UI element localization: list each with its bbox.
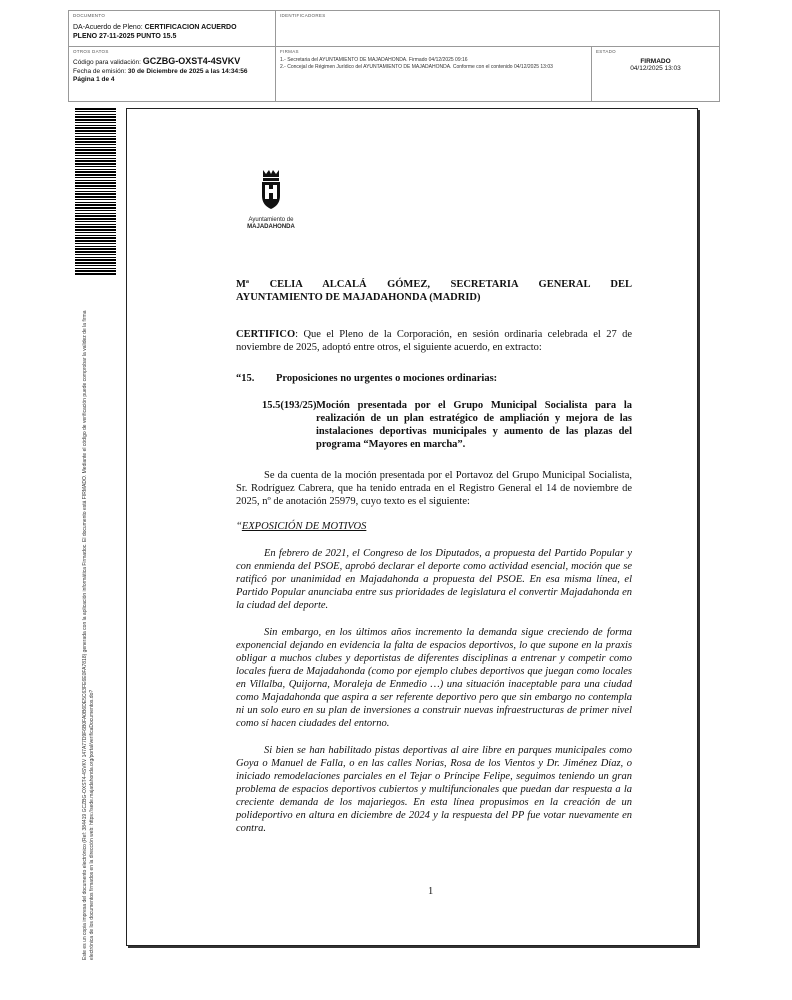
body-paragraph: En febrero de 2021, el Congreso de los Diputados, a propuesta del Partido Popular y con enmienda del PSOE, aprobó declarar el deporte como actividad esencial, moción que se ratificó por unanimidad en Majadahonda a propuesta del PSOE. En esa misma línea, el Partido Popular anunciaba entre sus prioridades de legislatura el convertir Majadahonda en la ciudad del deporte.	[236, 548, 632, 611]
section-number: “15.	[236, 373, 255, 384]
document-header-table	[68, 10, 720, 102]
verification-side-text: Este es un copia impresa del documento electrónico (Ref: 384419 GCZBG-OXST4-4SVKV 147A77D9F6B0FA0B6DE5C63FE6E0FA7818) generada con la aplicación informática Firmadoc. El documento está FIRMADO. Mediante el código de verificación puede comprobar la validez de la firma electrónica de los documentos firmados en la dirección web: https://sede.majadahonda.org/portal/verificaDocumentos.do?	[82, 310, 95, 960]
logo-text: Ayuntamiento de MAJADAHONDA	[247, 217, 295, 230]
documento-cell	[69, 11, 276, 47]
page-number: 1	[428, 886, 434, 897]
estado-label: ESTADO	[596, 49, 616, 54]
firma-item: 1.- Secretaria del AYUNTAMIENTO DE MAJADAHONDA. Firmado 04/12/2025 09:16	[280, 57, 468, 63]
estado-value: FIRMADO	[640, 58, 671, 65]
identificadores-label: IDENTIFICADORES	[280, 13, 326, 18]
exposicion-heading: “EXPOSICIÓN DE MOTIVOS	[236, 521, 367, 532]
firma-item: 2.- Concejal de Régimen Jurídico del AYUNTAMIENTO DE MAJADAHONDA. Conforme con el contenido 04/12/2025 13:03	[280, 63, 553, 70]
crest-icon	[256, 168, 286, 210]
estado-cell	[592, 47, 719, 101]
body-paragraph: Si bien se han habilitado pistas deportivas al aire libre en parques municipales como Goya o Manuel de Falla, o en las calles Norias, Rosa de los Vientos y Dr. Jiménez Díaz, o iniciado remodelaciones parciales en el Tejar o Príncipe Felipe, seguimos teniendo un gran problema de espacios deportivos cubiertos y multifuncionales que puedan dar respuesta a la creciente demanda de los majariegos. En esta línea propusimos en la creación de un polideportivo en altura en diciembre de 2024 y la respuesta del PP fue votar nuevamente en contra.	[236, 745, 632, 834]
body-paragraph: Sin embargo, en los últimos años incremento la demanda sigue creciendo de forma exponencial dejando en evidencia la falta de espacios deportivos, lo que supone en la praxis obligar a muchos clubes y deportistas de diferentes disciplinas a entrenar y competir como locales fuera de Majadahonda (como por ejemplo clubes deportivos que juegan como locales en Villalba, Quijorna, Moraleja de Enmedio …) una situación inaceptable para una ciudad como Majadahonda que aspira a ser referente deportivo pero que sin embargo no contempla ni un solo euro en su plan de inversiones a construir nuevas infraestructuras de primer nivel como sí hacen ciudades del entorno.	[236, 627, 632, 729]
emission-date: 30 de Diciembre de 2025 a las 14:34:56	[127, 67, 248, 75]
estado-date: 04/12/2025 13:03	[630, 65, 681, 72]
intro-paragraph: Se da cuenta de la moción presentada por el Portavoz del Grupo Municipal Socialista, Sr. Rodríguez Cabrera, que ha tenido entrada en el Registro General el 14 de noviembre de 2025, nº de anotación 25979, cuyo texto es el siguiente:	[236, 470, 632, 507]
certifico-paragraph: CERTIFICO: Que el Pleno de la Corporación, en sesión ordinaria celebrada el 27 de noviembre de 2025, adoptó entre otros, el siguiente acuerdo, en extracto:	[236, 329, 632, 353]
documento-value: DA-Acuerdo de Pleno: CERTIFICACION ACUERDO PLENO 27-11-2025 PUNTO 15.5	[73, 24, 237, 40]
document-title-line2: AYUNTAMIENTO DE MAJADAHONDA (MADRID)	[236, 292, 481, 303]
document-body	[236, 278, 632, 835]
otros-datos-value: Código para validación: GCZBG-OXST4-4SVKV Fecha de emisión: 30 de Diciembre de 2025 a las 14:34:56 Página 1 de 4	[73, 56, 248, 83]
firmas-cell	[276, 47, 592, 101]
firmas-label: FIRMAS	[280, 49, 299, 54]
firmas-list	[280, 57, 587, 70]
section-title: Proposiciones no urgentes o mociones ordinarias:	[276, 373, 498, 384]
otros-datos-cell	[69, 47, 276, 101]
motion-title: Moción presentada por el Grupo Municipal Socialista para la realización de un plan estratégico de ampliación y mejora de las instalaciones deportivas municipales y aumento de las plazas del programa “Mayores en marcha”.	[316, 400, 632, 450]
ayuntamiento-logo	[236, 168, 306, 231]
barcode-image	[75, 108, 116, 276]
documento-label: DOCUMENTO	[73, 13, 106, 18]
otros-datos-label: OTROS DATOS	[73, 49, 109, 54]
motion-heading	[262, 399, 632, 451]
validation-code: GCZBG-OXST4-4SVKV	[142, 56, 241, 66]
document-title-line1: Mª CELIA ALCALÁ GÓMEZ, SECRETARIA GENERAL DEL	[236, 279, 632, 290]
page-count: Página 1 de 4	[73, 76, 115, 83]
identificadores-cell	[276, 11, 719, 47]
section-heading	[236, 372, 632, 385]
motion-id: 15.5(193/25)	[262, 400, 317, 411]
